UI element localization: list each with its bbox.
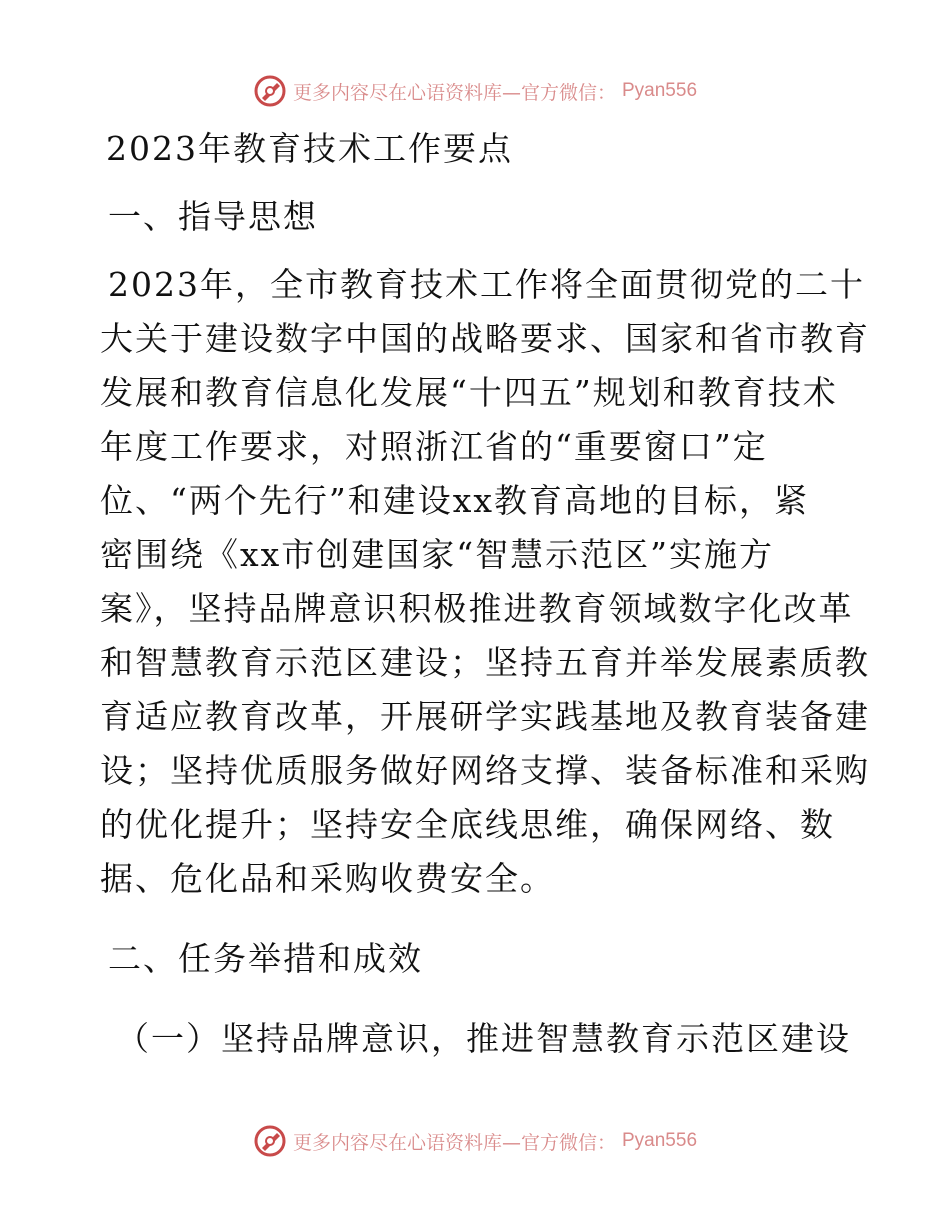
paragraph-line: 2023年，全市教育技术工作将全面贯彻党的二十 [108,265,865,304]
section-heading-guiding-ideology: 一、指导思想 [108,197,318,236]
paragraph-line: 大关于建设数字中国的战略要求、国家和省市教育 [100,319,870,358]
paragraph-line: 育适应教育改革，开展研学实践基地及教育装备建 [100,697,870,736]
logo-icon [253,1124,287,1158]
paragraph-guiding-ideology [100,258,870,906]
subsection-heading-brand: （一）坚持品牌意识，推进智慧教育示范区建设 [116,1019,851,1058]
watermark-text: 更多内容尽在心语资料库—官方微信： [292,81,616,104]
watermark-footer [0,1124,950,1158]
watermark-wechat-id: Pyan556 [622,80,698,101]
paragraph-line: 据、危化品和采购收费安全。 [100,859,555,898]
document-title: 2023年教育技术工作要点 [106,129,513,168]
paragraph-line: 年度工作要求，对照浙江省的“重要窗口”定 [100,427,768,466]
paragraph-line: 的优化提升；坚持安全底线思维，确保网络、数 [100,805,835,844]
paragraph-line: 案》，坚持品牌意识积极推进教育领域数字化改革 [100,589,854,628]
paragraph-line: 位、“两个先行”和建设xx教育高地的目标，紧 [100,481,809,520]
document-body [100,122,870,1066]
paragraph-line: 设；坚持优质服务做好网络支撑、装备标准和采购 [100,751,870,790]
paragraph-line: 密围绕《xx市创建国家“智慧示范区”实施方 [100,535,774,574]
watermark-wechat-id: Pyan556 [622,1130,698,1151]
paragraph-line: 发展和教育信息化发展“十四五”规划和教育技术 [100,373,838,412]
logo-icon [253,74,287,108]
paragraph-line: 和智慧教育示范区建设；坚持五育并举发展素质教 [100,643,870,682]
watermark-header [0,74,950,108]
watermark-text: 更多内容尽在心语资料库—官方微信： [292,1131,616,1154]
section-heading-tasks: 二、任务举措和成效 [108,939,423,978]
